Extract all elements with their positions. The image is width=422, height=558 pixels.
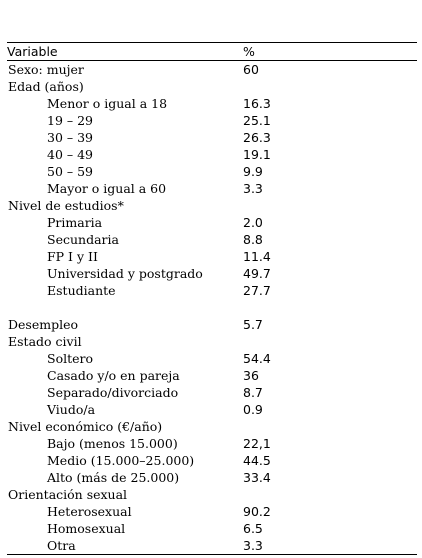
table-row (7, 180, 417, 197)
row-label: Estudiante (47, 283, 116, 298)
row-label: Estado civil (8, 334, 82, 349)
row-label: Viudo/a (47, 402, 96, 417)
table-row (7, 435, 417, 452)
row-label (7, 299, 243, 316)
row-label: Primaria (47, 215, 103, 230)
row-value: 60 (243, 62, 259, 77)
table-row (7, 367, 417, 384)
table-row (7, 112, 417, 129)
table-row (7, 452, 417, 469)
table-row (7, 469, 417, 486)
row-label: Universidad y postgrado (47, 266, 203, 281)
table-row (7, 384, 417, 401)
table-row (7, 350, 417, 367)
row-label: Alto (más de 25.000) (47, 470, 180, 485)
demographics-table-container (7, 42, 417, 555)
row-value: 22,1 (243, 436, 271, 451)
row-value: 9.9 (243, 164, 263, 179)
row-label: Bajo (menos 15.000) (47, 436, 178, 451)
row-label: 30 – 39 (47, 130, 94, 145)
row-label: Mayor o igual a 60 (47, 181, 167, 196)
table-row (7, 299, 417, 316)
row-value: 36 (243, 368, 259, 383)
table-row (7, 61, 417, 78)
row-value (243, 486, 417, 503)
demographics-table-body (7, 61, 417, 554)
row-value: 16.3 (243, 96, 271, 111)
row-label: Secundaria (47, 232, 119, 247)
table-row (7, 282, 417, 299)
row-label: Desempleo (8, 317, 79, 332)
row-label: Heterosexual (47, 504, 132, 519)
row-label: FP I y II (47, 249, 98, 264)
table-row (7, 95, 417, 112)
table-row (7, 486, 417, 503)
row-value: 3.3 (243, 181, 263, 196)
table-body (7, 61, 417, 554)
row-value (243, 197, 417, 214)
table-row (7, 418, 417, 435)
row-label: Nivel de estudios* (8, 198, 124, 213)
table-row (7, 78, 417, 95)
demographics-table (7, 43, 417, 60)
row-value: 25.1 (243, 113, 271, 128)
row-value: 11.4 (243, 249, 271, 264)
row-label: Medio (15.000–25.000) (47, 453, 195, 468)
row-label: Nivel económico (€/año) (8, 419, 163, 434)
row-value: 8.7 (243, 385, 263, 400)
row-label: Sexo: mujer (8, 62, 84, 77)
row-label: Menor o igual a 18 (47, 96, 168, 111)
row-value: 5.7 (243, 317, 263, 332)
row-value: 19.1 (243, 147, 271, 162)
row-label: Otra (47, 538, 76, 553)
header-percent: % (243, 44, 255, 59)
row-value: 3.3 (243, 538, 263, 553)
row-value (243, 333, 417, 350)
row-value: 44.5 (243, 453, 271, 468)
row-value (243, 299, 417, 316)
table-row (7, 231, 417, 248)
bottom-rule (7, 554, 417, 555)
row-value: 90.2 (243, 504, 271, 519)
table-row (7, 265, 417, 282)
row-value (243, 418, 417, 435)
table-row (7, 146, 417, 163)
table-header-row (7, 43, 417, 60)
header-variable: Variable (7, 44, 58, 59)
row-label: Edad (años) (8, 79, 84, 94)
row-label: Orientación sexual (8, 487, 128, 502)
table-row (7, 197, 417, 214)
row-value: 26.3 (243, 130, 271, 145)
table-row (7, 401, 417, 418)
row-value: 6.5 (243, 521, 263, 536)
row-label: 50 – 59 (47, 164, 94, 179)
table-row (7, 537, 417, 554)
row-label: Separado/divorciado (47, 385, 179, 400)
row-label: 19 – 29 (47, 113, 94, 128)
row-value: 8.8 (243, 232, 263, 247)
row-value: 2.0 (243, 215, 263, 230)
table-row (7, 248, 417, 265)
table-row (7, 316, 417, 333)
table-row (7, 129, 417, 146)
table-row (7, 520, 417, 537)
row-label: Homosexual (47, 521, 126, 536)
row-label: 40 – 49 (47, 147, 94, 162)
row-value: 49.7 (243, 266, 271, 281)
table-row (7, 163, 417, 180)
row-value: 27.7 (243, 283, 271, 298)
row-value: 0.9 (243, 402, 263, 417)
row-value: 54.4 (243, 351, 271, 366)
table-row (7, 503, 417, 520)
row-value: 33.4 (243, 470, 271, 485)
row-label: Casado y/o en pareja (47, 368, 180, 383)
table-row (7, 333, 417, 350)
table-row (7, 214, 417, 231)
row-value (243, 78, 417, 95)
row-label: Soltero (47, 351, 94, 366)
